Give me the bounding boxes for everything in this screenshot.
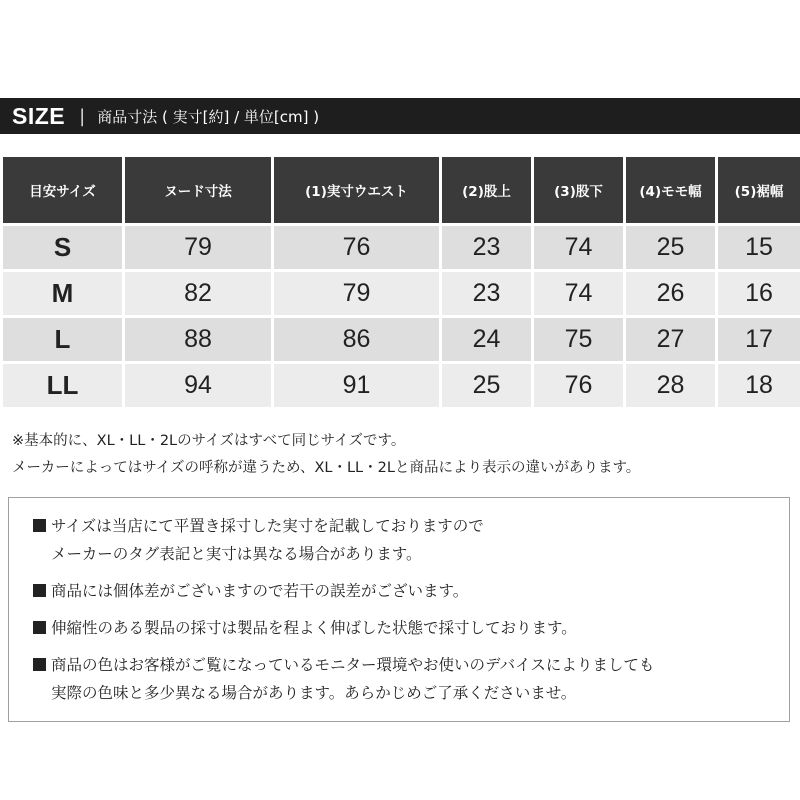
info-item [33,614,789,642]
info-text: サイズは当店にて平置き採寸した実寸を記載しておりますので [51,517,484,535]
size-label: L [3,318,122,361]
info-text: 伸縮性のある製品の採寸は製品を程よく伸ばした状態で採寸しております。 [51,619,577,637]
info-line: メーカーのタグ表記と実寸は異なる場合があります。 [51,545,422,563]
table-cell: 94 [125,364,271,407]
table-cell: 86 [274,318,439,361]
table-cell: 76 [274,226,439,269]
size-notes [12,428,640,482]
column-header: (3)股下 [534,157,623,223]
table-cell: 74 [534,226,623,269]
info-item [33,512,789,568]
note-line: ※基本的に、XL・LL・2Lのサイズはすべて同じサイズです。 [12,433,406,449]
table-row [3,364,800,407]
table-row [3,318,800,361]
table-cell: 15 [718,226,800,269]
table-header-row [3,157,800,223]
table-cell: 18 [718,364,800,407]
page-subtitle: 商品寸法 ( 実寸[約] / 単位[cm] ) [97,107,320,126]
column-header: (2)股上 [442,157,531,223]
info-item [33,651,789,707]
column-header: ヌード寸法 [125,157,271,223]
table-cell: 25 [442,364,531,407]
column-header: (1)実寸ウエスト [274,157,439,223]
table-cell: 26 [626,272,715,315]
table-row [3,226,800,269]
table-cell: 88 [125,318,271,361]
info-line [33,614,789,642]
info-line [33,577,789,605]
page-title: SIZE [12,102,66,129]
table-cell: 23 [442,272,531,315]
column-header: (5)裾幅 [718,157,800,223]
info-text: 商品には個体差がございますので若干の誤差がございます。 [51,582,469,600]
info-line [33,651,789,679]
title-separator: | [79,105,86,127]
table-cell: 74 [534,272,623,315]
table-cell: 23 [442,226,531,269]
square-bullet-icon [33,584,46,597]
table-cell: 24 [442,318,531,361]
table-cell: 17 [718,318,800,361]
square-bullet-icon [33,621,46,634]
column-header: (4)モモ幅 [626,157,715,223]
info-text: 商品の色はお客様がご覧になっているモニター環境やお使いのデバイスによりましても [51,656,655,674]
info-line: 実際の色味と多少異なる場合があります。あらかじめご了承くださいませ。 [51,684,577,702]
table-cell: 27 [626,318,715,361]
table-cell: 79 [125,226,271,269]
info-item [33,577,789,605]
note-line: メーカーによってはサイズの呼称が違うため、XL・LL・2Lと商品により表示の違いがあります。 [12,460,641,476]
table-cell: 28 [626,364,715,407]
title-bar [0,98,800,134]
info-box [8,497,790,722]
table-cell: 25 [626,226,715,269]
table-cell: 16 [718,272,800,315]
square-bullet-icon [33,519,46,532]
size-table [0,154,800,410]
table-cell: 75 [534,318,623,361]
table-cell: 91 [274,364,439,407]
table-cell: 82 [125,272,271,315]
square-bullet-icon [33,658,46,671]
column-header: 目安サイズ [3,157,122,223]
size-label: LL [3,364,122,407]
table-row [3,272,800,315]
table-cell: 79 [274,272,439,315]
size-label: S [3,226,122,269]
table-cell: 76 [534,364,623,407]
size-label: M [3,272,122,315]
info-line [33,512,789,540]
